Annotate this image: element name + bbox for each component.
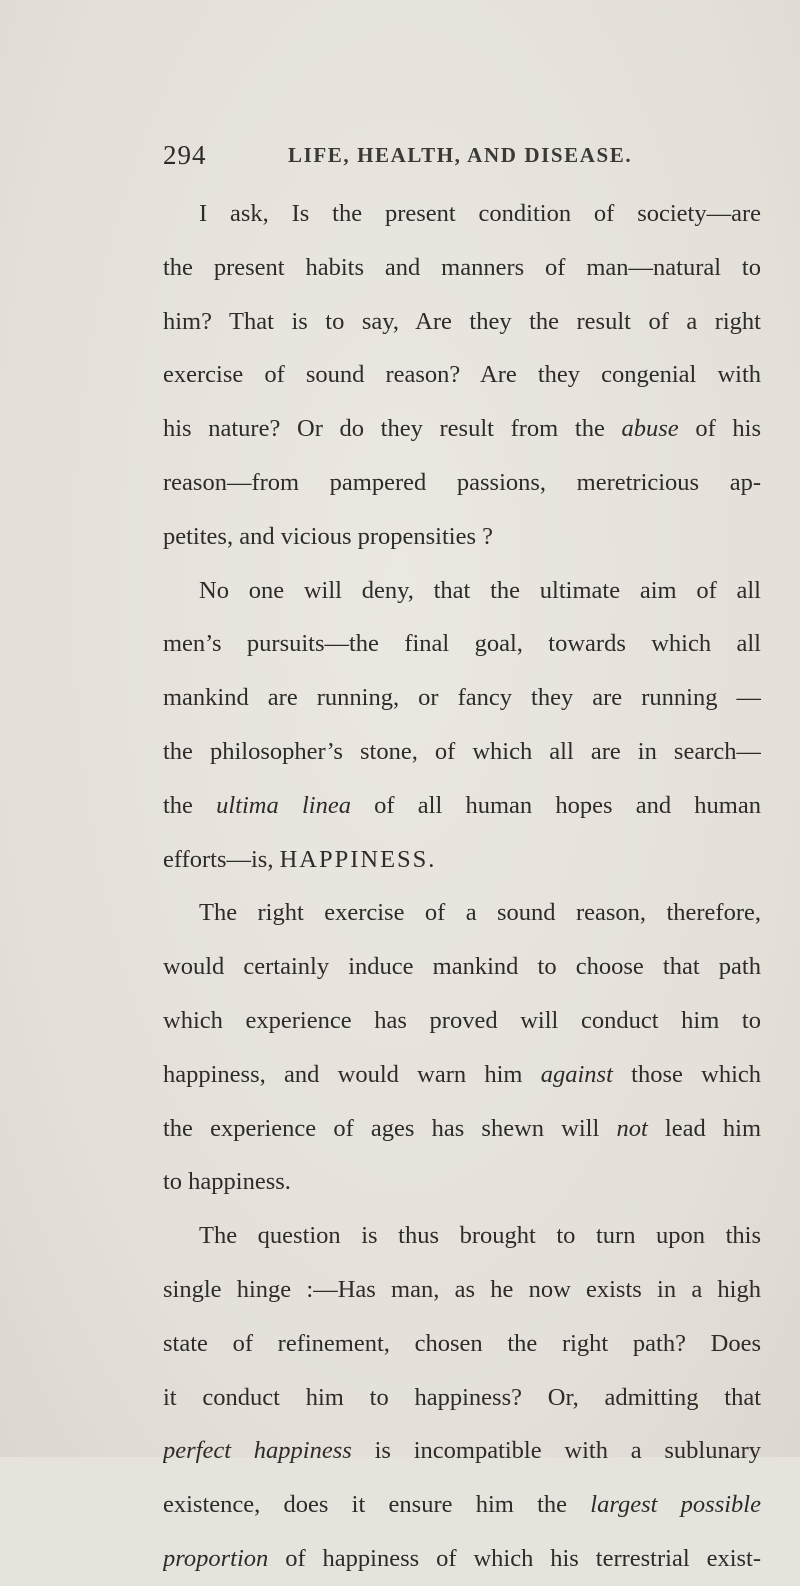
text-segment: the philosopher’s stone, of which all are in search— xyxy=(163,737,761,765)
text-segment: him? That is to say, Are they the result of a right xyxy=(163,307,761,335)
text-segment: lead him xyxy=(647,1114,761,1142)
text-segment: petites, and vicious propensities ? xyxy=(163,522,493,550)
text-line xyxy=(163,1048,761,1102)
text-segment: his nature? Or do they result from the xyxy=(163,415,622,443)
text-line xyxy=(163,510,761,564)
text-line xyxy=(163,456,761,510)
text-segment: the xyxy=(163,791,217,819)
text-line xyxy=(163,940,761,994)
italic-phrase: against xyxy=(540,1060,613,1088)
text-segment: single hinge :—Has man, as he now exists in a high xyxy=(163,1275,761,1303)
text-line xyxy=(163,779,761,833)
text-segment: which experience has proved will conduct him to xyxy=(163,1006,761,1034)
text-segment: the present habits and manners of man—natural to xyxy=(163,253,761,281)
text-segment: The right exercise of a sound reason, therefore, xyxy=(199,899,761,927)
running-head xyxy=(163,140,763,180)
text-segment: men’s pursuits—the final goal, towards which all xyxy=(163,630,761,658)
italic-phrase: ultima linea xyxy=(216,791,351,819)
italic-phrase: not xyxy=(616,1114,648,1142)
text-line xyxy=(163,402,761,456)
text-line xyxy=(163,833,761,887)
text-segment: to happiness. xyxy=(163,1168,291,1196)
text-line xyxy=(163,187,761,241)
text-segment: state of refinement, chosen the right path? Does xyxy=(163,1329,761,1357)
text-segment: is incompatible with a sublunary xyxy=(351,1437,761,1465)
italic-phrase: perfect happiness xyxy=(163,1437,352,1465)
text-line xyxy=(163,725,761,779)
text-line xyxy=(163,1102,761,1156)
text-line xyxy=(163,241,761,295)
text-line xyxy=(163,617,761,671)
text-segment: No one will deny, that the ultimate aim of all xyxy=(199,576,761,604)
text-segment: The question is thus brought to turn upon this xyxy=(199,1222,761,1250)
text-line xyxy=(163,564,761,618)
text-segment: efforts—is, xyxy=(163,845,280,873)
text-line xyxy=(163,1478,761,1532)
text-segment: I ask, Is the present condition of society—are xyxy=(199,200,761,227)
running-title: LIFE, HEALTH, AND DISEASE. xyxy=(288,143,633,167)
italic-phrase: largest possible xyxy=(590,1491,761,1519)
text-segment: mankind are running, or fancy they are running — xyxy=(163,684,761,712)
text-segment: of all human hopes and human xyxy=(350,791,761,819)
text-segment: would certainly induce mankind to choose that path xyxy=(163,953,761,981)
text-line xyxy=(163,1371,761,1425)
text-line xyxy=(163,671,761,725)
text-segment: those which xyxy=(612,1060,761,1088)
text-line xyxy=(163,348,761,402)
text-segment: of happiness of which his terrestrial exist- xyxy=(268,1544,761,1572)
italic-phrase: proportion xyxy=(163,1544,269,1572)
text-line xyxy=(163,1209,761,1263)
text-line xyxy=(163,1424,761,1478)
page-number: 294 xyxy=(163,140,207,170)
text-line xyxy=(163,886,761,940)
text-line xyxy=(163,1532,761,1586)
text-segment: it conduct him to happiness? Or, admitting that xyxy=(163,1383,761,1411)
text-line xyxy=(163,295,761,349)
text-segment: the experience of ages has shewn will xyxy=(163,1114,617,1142)
text-segment: reason—from pampered passions, meretricious ap- xyxy=(163,468,761,496)
text-line xyxy=(163,994,761,1048)
text-segment: exercise of sound reason? Are they congenial with xyxy=(163,361,761,389)
text-segment: of his xyxy=(678,415,761,443)
text-segment: existence, does it ensure him the xyxy=(163,1491,591,1519)
text-line xyxy=(163,1317,761,1371)
text-segment: happiness, and would warn him xyxy=(163,1060,541,1088)
body-text xyxy=(163,187,761,1586)
text-line xyxy=(163,1155,761,1209)
small-caps-phrase: HAPPINESS. xyxy=(279,845,437,873)
italic-phrase: abuse xyxy=(621,415,679,443)
text-line xyxy=(163,1263,761,1317)
